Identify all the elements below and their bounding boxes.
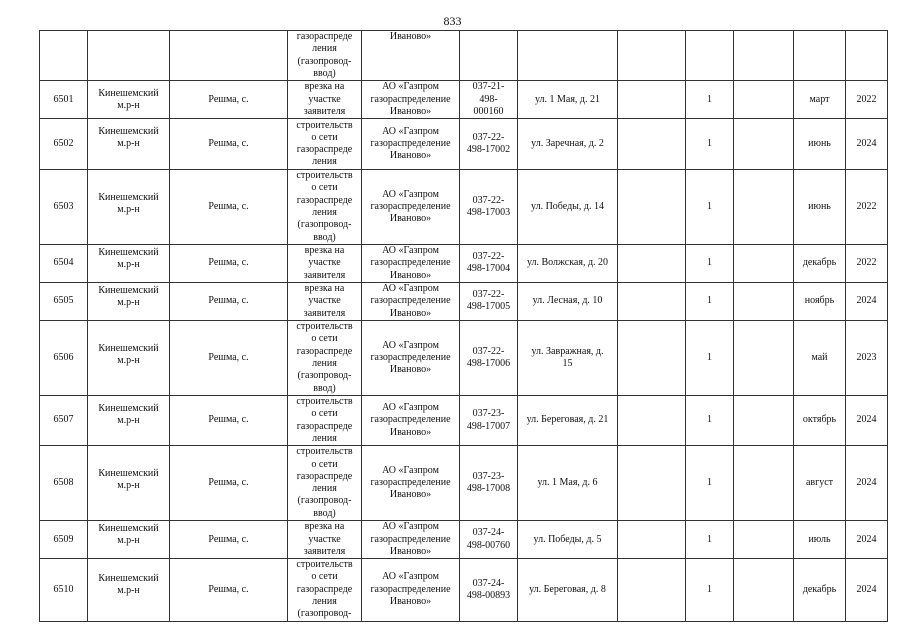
cell-address: ул. Победы, д. 5 (518, 521, 618, 559)
cell-empty (734, 320, 794, 395)
cell-settlement: Решма, с. (170, 320, 288, 395)
cell-number: 6510 (40, 559, 88, 621)
cell-count: 1 (686, 282, 734, 320)
cell-district: Кинешемский м.р-н (88, 521, 170, 559)
cell-owner: АО «Газпром газораспределение Иваново» (362, 395, 460, 445)
cell-district: Кинешемский м.р-н (88, 320, 170, 395)
table-row (40, 119, 888, 170)
cell-owner: АО «Газпром газораспределение Иваново» (362, 81, 460, 119)
cell-empty (618, 320, 686, 395)
cell-work-type: газораспреде ления (газопровод- ввод) (288, 31, 362, 81)
registry-table (39, 30, 888, 622)
cell-empty (686, 31, 734, 81)
cell-year: 2023 (846, 320, 888, 395)
cell-owner: АО «Газпром газораспределение Иваново» (362, 244, 460, 282)
cell-owner: АО «Газпром газораспределение Иваново» (362, 320, 460, 395)
cell-district: Кинешемский м.р-н (88, 559, 170, 621)
cell-settlement: Решма, с. (170, 446, 288, 521)
cell-number: 6508 (40, 446, 88, 521)
cell-code: 037-22- 498-17003 (460, 170, 518, 245)
cell-empty (618, 559, 686, 621)
cell-work-type: врезка на участке заявителя (288, 244, 362, 282)
cell-settlement: Решма, с. (170, 395, 288, 445)
cell-empty (618, 282, 686, 320)
cell-district: Кинешемский м.р-н (88, 446, 170, 521)
cell-number: 6509 (40, 521, 88, 559)
cell-count: 1 (686, 320, 734, 395)
cell-year: 2024 (846, 446, 888, 521)
cell-year: 2024 (846, 282, 888, 320)
cell-month: ноябрь (794, 282, 846, 320)
cell-code: 037-22- 498-17006 (460, 320, 518, 395)
page-number: 833 (443, 14, 462, 28)
cell-count: 1 (686, 244, 734, 282)
table-row (40, 446, 888, 521)
cell-empty (170, 31, 288, 81)
cell-code: 037-24- 498-00893 (460, 559, 518, 621)
cell-owner: АО «Газпром газораспределение Иваново» (362, 282, 460, 320)
cell-owner: АО «Газпром газораспределение Иваново» (362, 119, 460, 170)
cell-code: 037-23- 498-17008 (460, 446, 518, 521)
cell-code: 037-23- 498-17007 (460, 395, 518, 445)
cell-empty (846, 31, 888, 81)
cell-district: Кинешемский м.р-н (88, 119, 170, 170)
cell-number: 6502 (40, 119, 88, 170)
cell-number: 6504 (40, 244, 88, 282)
cell-address: ул. Завражная, д. 15 (518, 320, 618, 395)
cell-month: декабрь (794, 559, 846, 621)
table-row (40, 81, 888, 119)
cell-empty (734, 170, 794, 245)
cell-count: 1 (686, 521, 734, 559)
cell-settlement: Решма, с. (170, 521, 288, 559)
cell-work-type: врезка на участке заявителя (288, 521, 362, 559)
cell-year: 2024 (846, 559, 888, 621)
table-row (40, 559, 888, 621)
cell-empty (618, 119, 686, 170)
cell-settlement: Решма, с. (170, 282, 288, 320)
cell-month: май (794, 320, 846, 395)
cell-month: июль (794, 521, 846, 559)
cell-work-type: строительств о сети газораспреде ления (288, 119, 362, 170)
cell-address: ул. Победы, д. 14 (518, 170, 618, 245)
cell-empty (734, 446, 794, 521)
cell-address: ул. Волжская, д. 20 (518, 244, 618, 282)
cell-year: 2022 (846, 244, 888, 282)
cell-empty (734, 119, 794, 170)
table-row (40, 244, 888, 282)
cell-settlement: Решма, с. (170, 170, 288, 245)
cell-work-type: врезка на участке заявителя (288, 282, 362, 320)
cell-settlement: Решма, с. (170, 119, 288, 170)
cell-owner: АО «Газпром газораспределение Иваново» (362, 446, 460, 521)
table-row (40, 395, 888, 445)
cell-empty (734, 521, 794, 559)
cell-settlement: Решма, с. (170, 81, 288, 119)
cell-address: ул. Заречная, д. 2 (518, 119, 618, 170)
cell-count: 1 (686, 170, 734, 245)
cell-owner: АО «Газпром газораспределение Иваново» (362, 521, 460, 559)
cell-month: декабрь (794, 244, 846, 282)
cell-work-type: строительств о сети газораспреде ления (газопровод- ввод) (288, 446, 362, 521)
cell-empty (518, 31, 618, 81)
cell-empty (734, 282, 794, 320)
cell-empty (618, 31, 686, 81)
cell-month: июнь (794, 119, 846, 170)
cell-address: ул. Лесная, д. 10 (518, 282, 618, 320)
cell-empty (618, 395, 686, 445)
cell-empty (618, 521, 686, 559)
cell-year: 2024 (846, 521, 888, 559)
cell-count: 1 (686, 119, 734, 170)
cell-district: Кинешемский м.р-н (88, 244, 170, 282)
cell-empty (88, 31, 170, 81)
cell-empty (618, 81, 686, 119)
cell-month: октябрь (794, 395, 846, 445)
cell-count: 1 (686, 446, 734, 521)
cell-empty (618, 446, 686, 521)
cell-empty (734, 559, 794, 621)
cell-owner: Иваново» (362, 31, 460, 81)
cell-year: 2022 (846, 81, 888, 119)
cell-empty (734, 244, 794, 282)
cell-address: ул. 1 Мая, д. 21 (518, 81, 618, 119)
cell-settlement: Решма, с. (170, 559, 288, 621)
cell-year: 2024 (846, 395, 888, 445)
cell-number: 6501 (40, 81, 88, 119)
cell-work-type: строительств о сети газораспреде ления (газопровод- ввод) (288, 170, 362, 245)
cell-code: 037-22- 498-17005 (460, 282, 518, 320)
cell-district: Кинешемский м.р-н (88, 170, 170, 245)
cell-number: 6505 (40, 282, 88, 320)
cell-empty (40, 31, 88, 81)
cell-code: 037-21- 498- 000160 (460, 81, 518, 119)
cell-count: 1 (686, 81, 734, 119)
cell-code: 037-24- 498-00760 (460, 521, 518, 559)
cell-number: 6507 (40, 395, 88, 445)
cell-district: Кинешемский м.р-н (88, 395, 170, 445)
cell-code: 037-22- 498-17002 (460, 119, 518, 170)
cell-work-type: строительств о сети газораспреде ления (288, 395, 362, 445)
cell-address: ул. Береговая, д. 8 (518, 559, 618, 621)
cell-empty (734, 81, 794, 119)
cell-empty (734, 395, 794, 445)
cell-year: 2024 (846, 119, 888, 170)
cell-work-type: строительств о сети газораспреде ления (газопровод- (288, 559, 362, 621)
cell-district: Кинешемский м.р-н (88, 81, 170, 119)
cell-address: ул. 1 Мая, д. 6 (518, 446, 618, 521)
cell-owner: АО «Газпром газораспределение Иваново» (362, 170, 460, 245)
cell-count: 1 (686, 559, 734, 621)
cell-count: 1 (686, 395, 734, 445)
cell-empty (460, 31, 518, 81)
cell-empty (618, 170, 686, 245)
cell-settlement: Решма, с. (170, 244, 288, 282)
cell-month: март (794, 81, 846, 119)
cell-district: Кинешемский м.р-н (88, 282, 170, 320)
cell-month: август (794, 446, 846, 521)
cell-owner: АО «Газпром газораспределение Иваново» (362, 559, 460, 621)
cell-code: 037-22- 498-17004 (460, 244, 518, 282)
cell-empty (794, 31, 846, 81)
cell-month: июнь (794, 170, 846, 245)
table-row (40, 521, 888, 559)
cell-work-type: врезка на участке заявителя (288, 81, 362, 119)
cell-work-type: строительств о сети газораспреде ления (газопровод- ввод) (288, 320, 362, 395)
cell-empty (734, 31, 794, 81)
cell-empty (618, 244, 686, 282)
table-row (40, 282, 888, 320)
table-row (40, 170, 888, 245)
cell-address: ул. Береговая, д. 21 (518, 395, 618, 445)
cell-number: 6506 (40, 320, 88, 395)
cell-year: 2022 (846, 170, 888, 245)
table-row-partial-top (40, 31, 888, 81)
table-row (40, 320, 888, 395)
cell-number: 6503 (40, 170, 88, 245)
